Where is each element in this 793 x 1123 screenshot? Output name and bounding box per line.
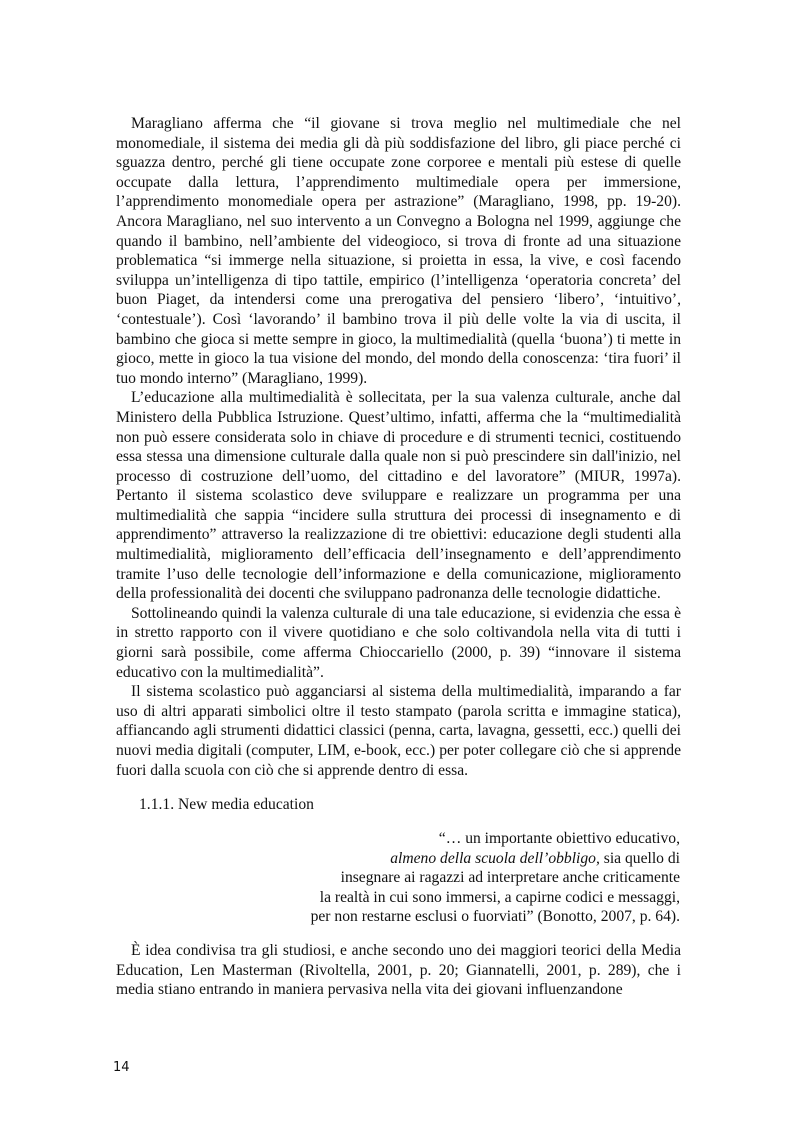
paragraph-maragliano: Maragliano afferma che “il giovane si trova meglio nel multimediale che nel monomediale, il sistema dei media gli dà più soddisfazione del libro, gli piace perché ci sguazza dentro, perché gli tiene occupate zone corporee e mentali più estese di quelle occupate dalla lettura, l’apprendimento multimediale opera per immersione, l’apprendimento monomediale opera per astrazione” (Maragliano, 1998, pp. 19-20). Ancora Maragliano, nel suo intervento a un Convegno a Bologna nel 1999, aggiunge che quando il bambino, nell’ambiente del videogioco, si trova di fronte ad una situazione problematica “si immerge nella situazione, si proietta in essa, la vive, e così facendo sviluppa un’intelligenza di tipo tattile, empirico (l’intelligenza ‘operatoria concreta’ del buon Piaget, da intendersi come una prerogativa del pensiero ‘libero’, ‘intuitivo’, ‘contestuale’). Così ‘lavorando’ il bambino trova il più delle volte la via di uscita, il bambino che gioca si mette sempre in gioco, la multimedialità (quella ‘buona’) ti mette in gioco, mette in gioco la tua visione del mondo, del mondo della conoscenza: ‘tira fuori’ il tuo mondo interno” (Maragliano, 1999). bbox=[116, 115, 681, 387]
epigraph-quote bbox=[290, 829, 680, 927]
epigraph-line bbox=[290, 849, 680, 869]
epigraph-line: “… un importante obiettivo educativo, bbox=[438, 830, 680, 847]
epigraph-italic: almeno della scuola dell’obbligo, bbox=[390, 849, 600, 867]
paragraph-ministero: L’educazione alla multimedialità è sollecitata, per la sua valenza culturale, anche dal Ministero della Pubblica Istruzione. Quest’ultimo, infatti, afferma che la “multimedialità non può essere considerata solo in chiave di procedure e di strumenti tecnici, costituendo essa stessa una dimensione culturale dalla quale non si può prescindere sin dall'inizio, nel processo di costruzione dell’uomo, del cittadino e del lavoratore” (MIUR, 1997a). Pertanto il sistema scolastico deve sviluppare e realizzare un programma per una multimedialità che sappia “incidere sulla struttura dei processi di insegnamento e di apprendimento” attraverso la realizzazione di tre obiettivi: educazione degli studenti alla multimedialità, miglioramento dell’efficacia dell’insegnamento e dell’apprendimento tramite l’uso delle tecnologie dell’informazione e della comunicazione, miglioramento della professionalità dei docenti che sviluppano padronanza delle tecnologie didattiche. bbox=[116, 389, 681, 603]
body-text-continued bbox=[116, 941, 681, 1000]
paragraph-media-education: È idea condivisa tra gli studiosi, e anche secondo uno dei maggiori teorici della Media Education, Len Masterman (Rivoltella, 2001, p. 20; Giannatelli, 2001, p. 289), che i media stiano entrando in maniera pervasiva nella vita dei giovani influenzandone bbox=[116, 942, 681, 999]
epigraph-line: insegnare ai ragazzi ad interpretare anche criticamente bbox=[340, 869, 680, 887]
body-text bbox=[116, 114, 681, 780]
epigraph-line: la realtà in cui sono immersi, a capirne codici e messaggi, bbox=[319, 888, 680, 906]
epigraph-line-rest: sia quello di bbox=[599, 849, 680, 867]
paragraph-valenza-culturale: Sottolineando quindi la valenza culturale di una tale educazione, si evidenzia che essa è in stretto rapporto con il vivere quotidiano e che solo coltivandola nella vita di tutti i giorni sarà possibile, come afferma Chioccariello (2000, p. 39) “innovare il sistema educativo con la multimedialità”. bbox=[116, 604, 681, 681]
paragraph-sistema-scolastico: Il sistema scolastico può agganciarsi al sistema della multimedialità, imparando a far uso di altri apparati simbolici oltre il testo stampato (parola scritta e immagine statica), affiancando agli strumenti didattici classici (penna, carta, lavagna, gessetti, ecc.) quelli dei nuovi media digitali (computer, LIM, e-book, ecc.) per poter collegare ciò che si apprende fuori dalla scuola con ciò che si apprende dentro di essa. bbox=[116, 683, 681, 779]
page-number: 14 bbox=[113, 1060, 130, 1075]
section-heading: 1.1.1. New media education bbox=[139, 796, 314, 813]
epigraph-line: per non restarne esclusi o fuorviati” (Bonotto, 2007, p. 64). bbox=[310, 908, 680, 926]
